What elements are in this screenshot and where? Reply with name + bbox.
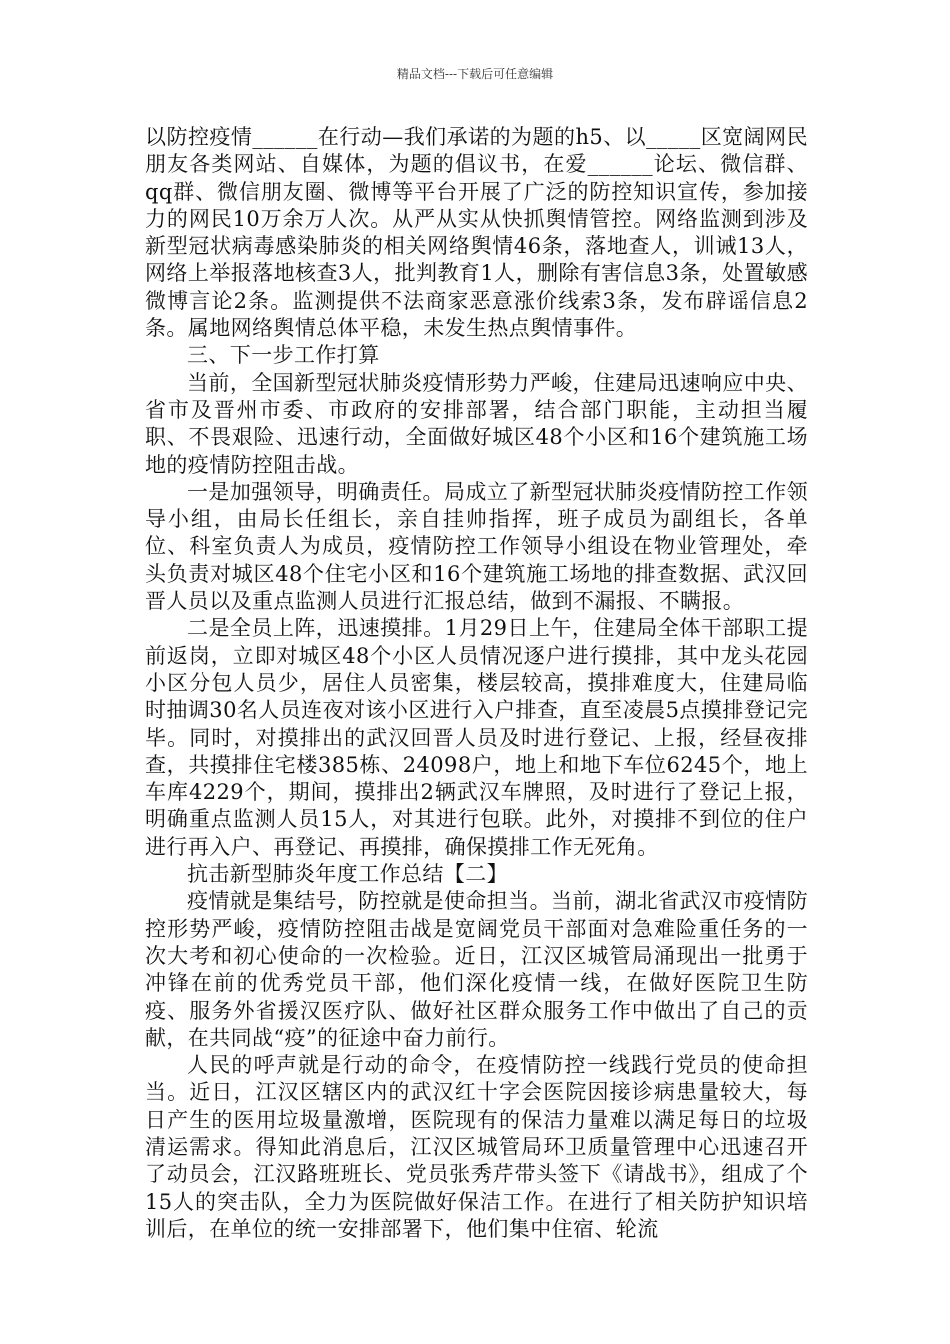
page-header: 精品文档---下载后可任意编辑 (396, 67, 554, 81)
paragraph-leadership: 一是加强领导，明确责任。局成立了新型冠状肺炎疫情防控工作领导小组，由局长任组长，亲自挂帅指挥，班子成员为副组长，各单位、科室负责人为成员，疫情防控工作领导小组设在物业管理处，牵头负责对城区48个住宅小区和16个建筑施工场地的排查数据、武汉回晋人员以及重点监测人员进行汇报总结，做到不漏报、不瞒报。 (145, 479, 808, 614)
section-heading-next-steps: 三、下一步工作打算 (187, 343, 380, 368)
document-body (145, 124, 808, 1243)
section-heading-summary-two: 抗击新型肺炎年度工作总结【二】 (187, 862, 508, 887)
paragraph-continuation: 以防控疫情______在行动—我们承诺的为题的h5、以_____区宽阔网民朋友各类网站、自媒体，为题的倡议书，在爱______论坛、微信群、qq群、微信朋友圈、微博等平台开展了广泛的防控知识宣传，参加接力的网民10万余万人次。从严从实从快抓舆情管控。网络监测到涉及新型冠状病毒感染肺炎的相关网络舆情46条，落地查人，训诫13人，网络上举报落地核查3人，批判教育1人，删除有害信息3条，处置敏感微博言论2条。监测提供不法商家恶意涨价线索3条，发布辟谣信息2条。属地网络舆情总体平稳，未发生热点舆情事件。 (145, 125, 808, 341)
paragraph-current-situation: 当前，全国新型冠状肺炎疫情形势力严峻，住建局迅速响应中央、省市及晋州市委、市政府的安排部署，结合部门职能，主动担当履职、不畏艰险、迅速行动，全面做好城区48个小区和16个建筑施工场地的疫情防控阻击战。 (145, 370, 808, 477)
paragraph-epidemic-mission: 疫情就是集结号，防控就是使命担当。当前，湖北省武汉市疫情防控形势严峻，疫情防控阻击战是宽阔党员干部面对急难险重任务的一次大考和初心使命的一次检验。近日，江汉区城管局涌现出一批勇于冲锋在前的优秀党员干部，他们深化疫情一线，在做好医院卫生防疫、服务外省援汉医疗队、做好社区群众服务工作中做出了自己的贡献，在共同战“疫”的征途中奋力前行。 (145, 889, 808, 1050)
paragraph-peoples-call: 人民的呼声就是行动的命令，在疫情防控一线践行党员的使命担当。近日，江汉区辖区内的武汉红十字会医院因接诊病患量较大，每日产生的医用垃圾量激增，医院现有的保洁力量难以满足每日的垃圾清运需求。得知此消息后，江汉区城管局环卫质量管理中心迅速召开了动员会，江汉路班班长、党员张秀芹带头签下《请战书》，组成了个15人的突击队，全力为医院做好保洁工作。在进行了相关防护知识培训后，在单位的统一安排部署下，他们集中住宿、轮流 (145, 1053, 808, 1241)
paragraph-investigation: 二是全员上阵，迅速摸排。1月29日上午，住建局全体干部职工提前返岗，立即对城区48个小区人员情况逐户进行摸排，其中龙头花园小区分包人员少，居住人员密集，楼层较高，摸排难度大，住建局临时抽调30名人员连夜对该小区进行入户排查，直至凌晨5点摸排登记完毕。同时，对摸排出的武汉回晋人员及时进行登记、上报，经昼夜排查，共摸排住宅楼385栋、24098户，地上和地下车位6245个，地上车库4229个，期间，摸排出2辆武汉车牌照，及时进行了登记上报，明确重点监测人员15人，对其进行包联。此外，对摸排不到位的住户进行再入户、再登记、再摸排，确保摸排工作无死角。 (145, 616, 808, 859)
